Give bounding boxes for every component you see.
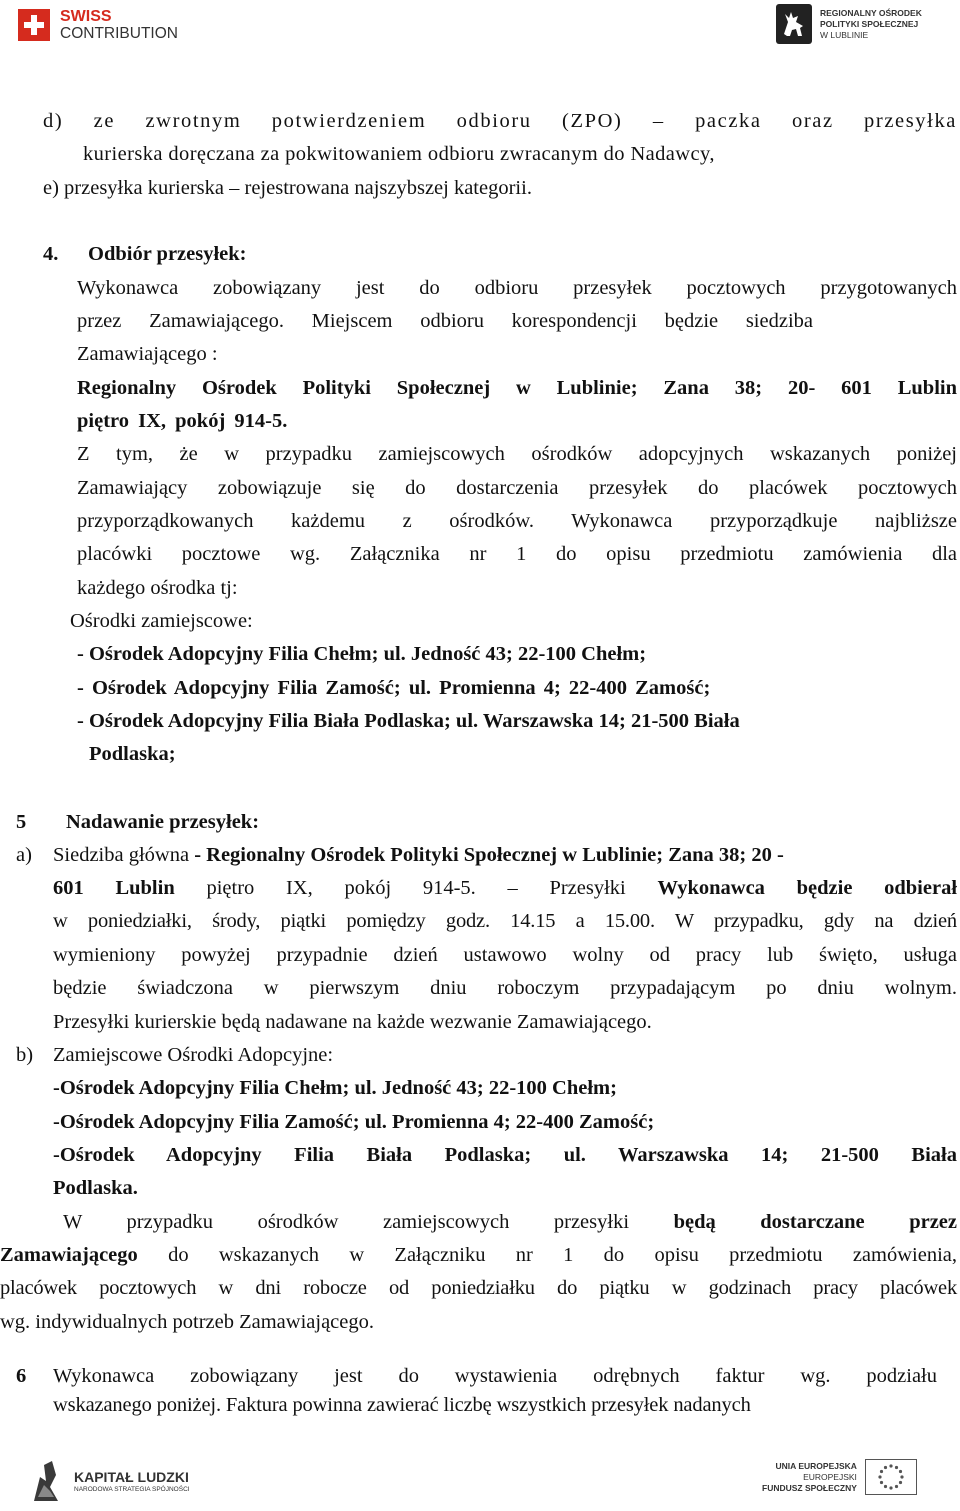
delivery-para-line-4: wg. indywidualnych potrzeb Zamawiającego. <box>0 1311 374 1333</box>
pickup-biala-line-1: -Ośrodek Adopcyjny Filia Biała Podlaska; ul. Warszawska 14; 21-500 Biała <box>53 1144 957 1166</box>
eu-logo <box>762 1459 917 1495</box>
kapital-ludzki-line-2: NARODOWA STRATEGIA SPÓJNOŚCI <box>74 1485 190 1493</box>
eu-line-2: EUROPEJSKI <box>803 1471 857 1482</box>
remote-offices-heading: Ośrodki zamiejscowe: <box>70 610 253 632</box>
section-5b-label: b) <box>16 1044 34 1066</box>
address-main-line-1: Regionalny Ośrodek Polityki Społecznej w Lublinie; Zana 38; 20- 601 Lublin <box>77 377 957 399</box>
kapital-ludzki-emblem-icon <box>30 1457 64 1505</box>
item-d-line-2: kurierska doręczana za pokwitowaniem odbioru zwracanym do Nadawcy, <box>83 143 715 165</box>
section-5a-line-5: będzie świadczona w pierwszym dniu roboczym przypadającym po dniu wolnym. <box>53 977 957 999</box>
section-4-line-8: przyporządkowanych każdemu z ośrodków. Wykonawca przyporządkuje najbliższe <box>77 510 957 532</box>
rops-line-2: POLITYKI SPOŁECZNEJ <box>820 18 919 29</box>
hq-room: piętro IX, pokój 914-5. – Przesyłki <box>206 877 626 899</box>
section-4-line-1: Wykonawca zobowiązany jest do odbioru przesyłek pocztowych przygotowanych <box>77 277 957 299</box>
delivery-para-bold-2: Zamawiającego <box>0 1244 138 1266</box>
section-5-title: Nadawanie przesyłek: <box>66 811 260 833</box>
section-6-number: 6 <box>16 1365 27 1387</box>
pickup-chelm: -Ośrodek Adopcyjny Filia Chełm; ul. Jedność 43; 22-100 Chełm; <box>53 1077 617 1099</box>
section-4-title: Odbiór przesyłek: <box>88 243 247 265</box>
rops-line-3: W LUBLINIE <box>820 29 869 40</box>
delivery-para-line-2 <box>0 1239 957 1272</box>
eu-flag-icon <box>865 1459 917 1495</box>
pickup-zamosc: -Ośrodek Adopcyjny Filia Zamość; ul. Promienna 4; 22-400 Zamość; <box>53 1111 655 1133</box>
delivery-para-line-1 <box>63 1206 957 1239</box>
address-main-line-2: piętro IX, pokój 914-5. <box>77 410 288 432</box>
section-4-line-9: placówki pocztowe wg. Załącznika nr 1 do opisu przedmiotu zamówienia dla <box>77 543 957 565</box>
section-5a-line-6: Przesyłki kurierskie będą nadawane na każde wezwanie Zamawiającego. <box>53 1011 652 1033</box>
office-chelm: - Ośrodek Adopcyjny Filia Chełm; ul. Jedność 43; 22-100 Chełm; <box>77 643 647 665</box>
kapital-ludzki-logo <box>30 1457 190 1505</box>
item-d-line-1: d) ze zwrotnym potwierdzeniem odbioru (ZPO) – paczka oraz przesyłka <box>43 110 957 132</box>
section-5a-line-4: wymieniony powyżej przypadnie dzień ustawowo wolny od pracy lub święto, usługa <box>53 944 957 966</box>
delivery-para-text-1: W przypadku ośrodków zamiejscowych przesyłki <box>63 1211 630 1233</box>
contractor-pickup: Wykonawca będzie odbierał <box>657 877 958 899</box>
section-5a-line-2 <box>53 872 957 905</box>
delivery-para-bold-1: będą dostarczane przez <box>673 1211 957 1233</box>
hq-label: Siedziba główna <box>53 844 190 866</box>
office-biala-line-2: Podlaska; <box>89 743 176 765</box>
section-6-line-1: Wykonawca zobowiązany jest do wystawienia odrębnych faktur wg. podziału <box>53 1365 937 1387</box>
item-e-line: e) przesyłka kurierska – rejestrowana najszybszej kategorii. <box>43 177 532 199</box>
pickup-biala-line-2: Podlaska. <box>53 1177 138 1199</box>
hq-address: - Regionalny Ośrodek Polityki Społecznej w Lublinie; Zana 38; 20 - <box>194 844 784 866</box>
section-4-number: 4. <box>43 243 59 265</box>
eu-line-3: FUNDUSZ SPOŁECZNY <box>762 1482 857 1493</box>
swiss-contribution-logo <box>18 8 178 42</box>
rops-line-1: REGIONALNY OŚRODEK <box>820 7 922 18</box>
section-4-line-7: Zamawiający zobowiązuje się do dostarczenia przesyłek do placówek pocztowych <box>77 477 957 499</box>
section-6-line-2: wskazanego poniżej. Faktura powinna zawierać liczbę wszystkich przesyłek nadanych <box>53 1394 751 1416</box>
deer-emblem-icon <box>776 4 812 44</box>
rops-logo <box>776 4 922 44</box>
section-4-line-2: przez Zamawiającego. Miejscem odbioru korespondencji będzie siedziba <box>77 310 813 332</box>
section-5-number: 5 <box>16 811 27 833</box>
swiss-cross-icon <box>18 9 50 41</box>
section-5a-line-3: w poniedziałki, środy, piątki pomiędzy godz. 14.15 a 15.00. W przypadku, gdy na dzień <box>53 910 957 932</box>
logo-line-contribution: CONTRIBUTION <box>60 25 178 42</box>
section-5a-line-1 <box>53 839 784 872</box>
delivery-para-line-3: placówek pocztowych w dni robocze od poniedziałku do piątku w godzinach pracy placówek <box>0 1277 957 1299</box>
section-4-line-3: Zamawiającego : <box>77 343 218 365</box>
hq-city: 601 Lublin <box>53 877 175 899</box>
logo-line-swiss: SWISS <box>60 8 112 25</box>
eu-line-1: UNIA EUROPEJSKA <box>775 1460 857 1471</box>
office-zamosc: - Ośrodek Adopcyjny Filia Zamość; ul. Promienna 4; 22-400 Zamość; <box>77 677 711 699</box>
section-4-line-6: Z tym, że w przypadku zamiejscowych ośrodków adopcyjnych wskazanych poniżej <box>77 443 957 465</box>
kapital-ludzki-line-1: KAPITAŁ LUDZKI <box>74 1468 189 1485</box>
section-5a-label: a) <box>16 844 32 866</box>
delivery-para-text-2: do wskazanych w Załączniku nr 1 do opisu przedmiotu zamówienia, <box>168 1244 957 1266</box>
section-4-line-10: każdego ośrodka tj: <box>77 577 238 599</box>
section-5b-heading: Zamiejscowe Ośrodki Adopcyjne: <box>53 1044 334 1066</box>
office-biala-line-1: - Ośrodek Adopcyjny Filia Biała Podlaska; ul. Warszawska 14; 21-500 Biała <box>77 710 740 732</box>
